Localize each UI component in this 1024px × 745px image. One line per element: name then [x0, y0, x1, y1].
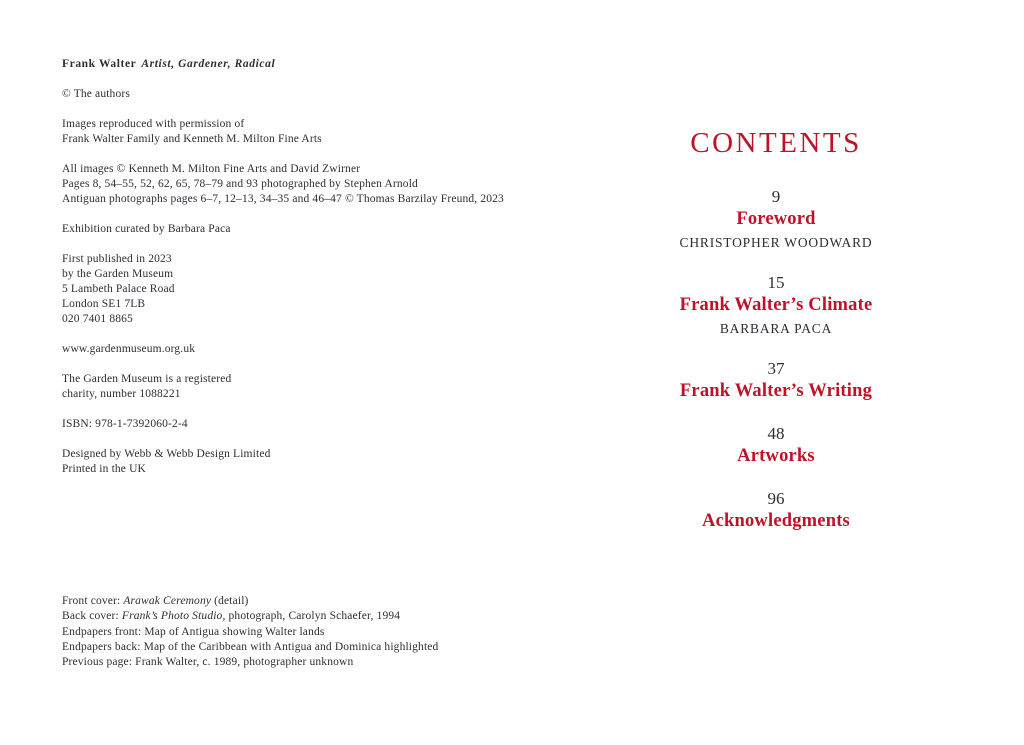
credit-line [62, 640, 622, 655]
credit-line [62, 594, 622, 609]
imprint-block-image-credits [62, 162, 542, 207]
imprint-block-design-print [62, 447, 542, 477]
text-line: Designed by Webb & Webb Design Limited [62, 448, 271, 460]
text-line: Antiguan photographs pages 6–7, 12–13, 34–35 and 46–47 © Thomas Barzilay Freund, 2023 [62, 193, 504, 205]
credit-text: Previous page: Frank Walter, c. 1989, photographer unknown [62, 656, 354, 669]
toc-entry-title: Frank Walter’s Writing [679, 381, 873, 401]
imprint-block-charity [62, 372, 542, 402]
credit-text: Back cover: [62, 610, 122, 623]
book-title [62, 57, 542, 72]
imprint-block-authors-copyright [62, 87, 542, 102]
credit-text: Endpapers front: Map of Antigua showing Walter lands [62, 625, 325, 638]
text-line: Pages 8, 54–55, 52, 62, 65, 78–79 and 93 photographed by Stephen Arnold [62, 178, 418, 190]
contents-heading: CONTENTS [690, 127, 862, 159]
text-line: www.gardenmuseum.org.uk [62, 343, 196, 355]
text-line: Printed in the UK [62, 463, 146, 475]
text-line: ISBN: 978-1-7392060-2-4 [62, 418, 188, 430]
contents-column [576, 126, 976, 534]
credit-line [62, 655, 622, 670]
toc-page-number: 15 [767, 273, 785, 292]
credit-work-title: Arawak Ceremony [123, 595, 212, 607]
credit-line [62, 609, 622, 624]
text-line: All images © Kenneth M. Milton Fine Arts and David Zwirner [62, 163, 361, 175]
toc-page-number: 37 [767, 359, 785, 378]
credit-text: Front cover: [62, 595, 124, 607]
text-line: 020 7401 8865 [62, 313, 133, 325]
text-line: First published in 2023 [62, 253, 172, 265]
toc-entry-title: Artworks [737, 446, 815, 466]
toc-entry-climate [576, 273, 976, 340]
credit-work-title: Frank’s Photo Studio [121, 610, 223, 623]
toc-entry-author: CHRISTOPHER WOODWARD [679, 235, 873, 250]
book-title-name: Frank Walter [62, 58, 137, 70]
toc-entry-title: Frank Walter’s Climate [679, 295, 873, 315]
toc-entry-author: BARBARA PACA [719, 321, 833, 336]
credit-text: (detail) [211, 595, 249, 607]
text-line: charity, number 1088221 [62, 388, 181, 400]
imprint-block-website [62, 342, 542, 357]
imprint-block-exhibition [62, 222, 542, 237]
toc-entry-title: Acknowledgments [702, 511, 850, 531]
toc-entry-writing [576, 359, 976, 404]
toc-page-number: 9 [771, 187, 781, 206]
toc-entry-foreword [576, 187, 976, 254]
text-line: The Garden Museum is a registered [62, 373, 232, 385]
text-line: London SE1 7LB [62, 298, 146, 310]
imprint-block-isbn [62, 417, 542, 432]
cover-credits [62, 594, 622, 670]
toc-entry-artworks [576, 424, 976, 469]
text-line: by the Garden Museum [62, 268, 174, 280]
toc-entry-title: Foreword [736, 209, 816, 229]
toc-page-number: 96 [767, 489, 785, 508]
text-line: Images reproduced with permission of [62, 118, 245, 130]
imprint-block-publisher-address [62, 252, 542, 327]
text-line: 5 Lambeth Palace Road [62, 283, 175, 295]
credit-text: , photograph, Carolyn Schaefer, 1994 [222, 610, 401, 623]
book-title-subtitle: Artist, Gardener, Radical [141, 58, 276, 70]
credit-line [62, 625, 622, 640]
text-line: © The authors [62, 88, 130, 100]
imprint-block-image-permission [62, 117, 542, 147]
credit-text: Endpapers back: Map of the Caribbean with Antigua and Dominica highlighted [62, 640, 439, 653]
text-line: Frank Walter Family and Kenneth M. Milton Fine Arts [62, 133, 322, 145]
toc-page-number: 48 [767, 424, 785, 443]
imprint-column [62, 57, 542, 492]
text-line: Exhibition curated by Barbara Paca [62, 223, 231, 235]
toc-entry-acknowledgments [576, 489, 976, 534]
